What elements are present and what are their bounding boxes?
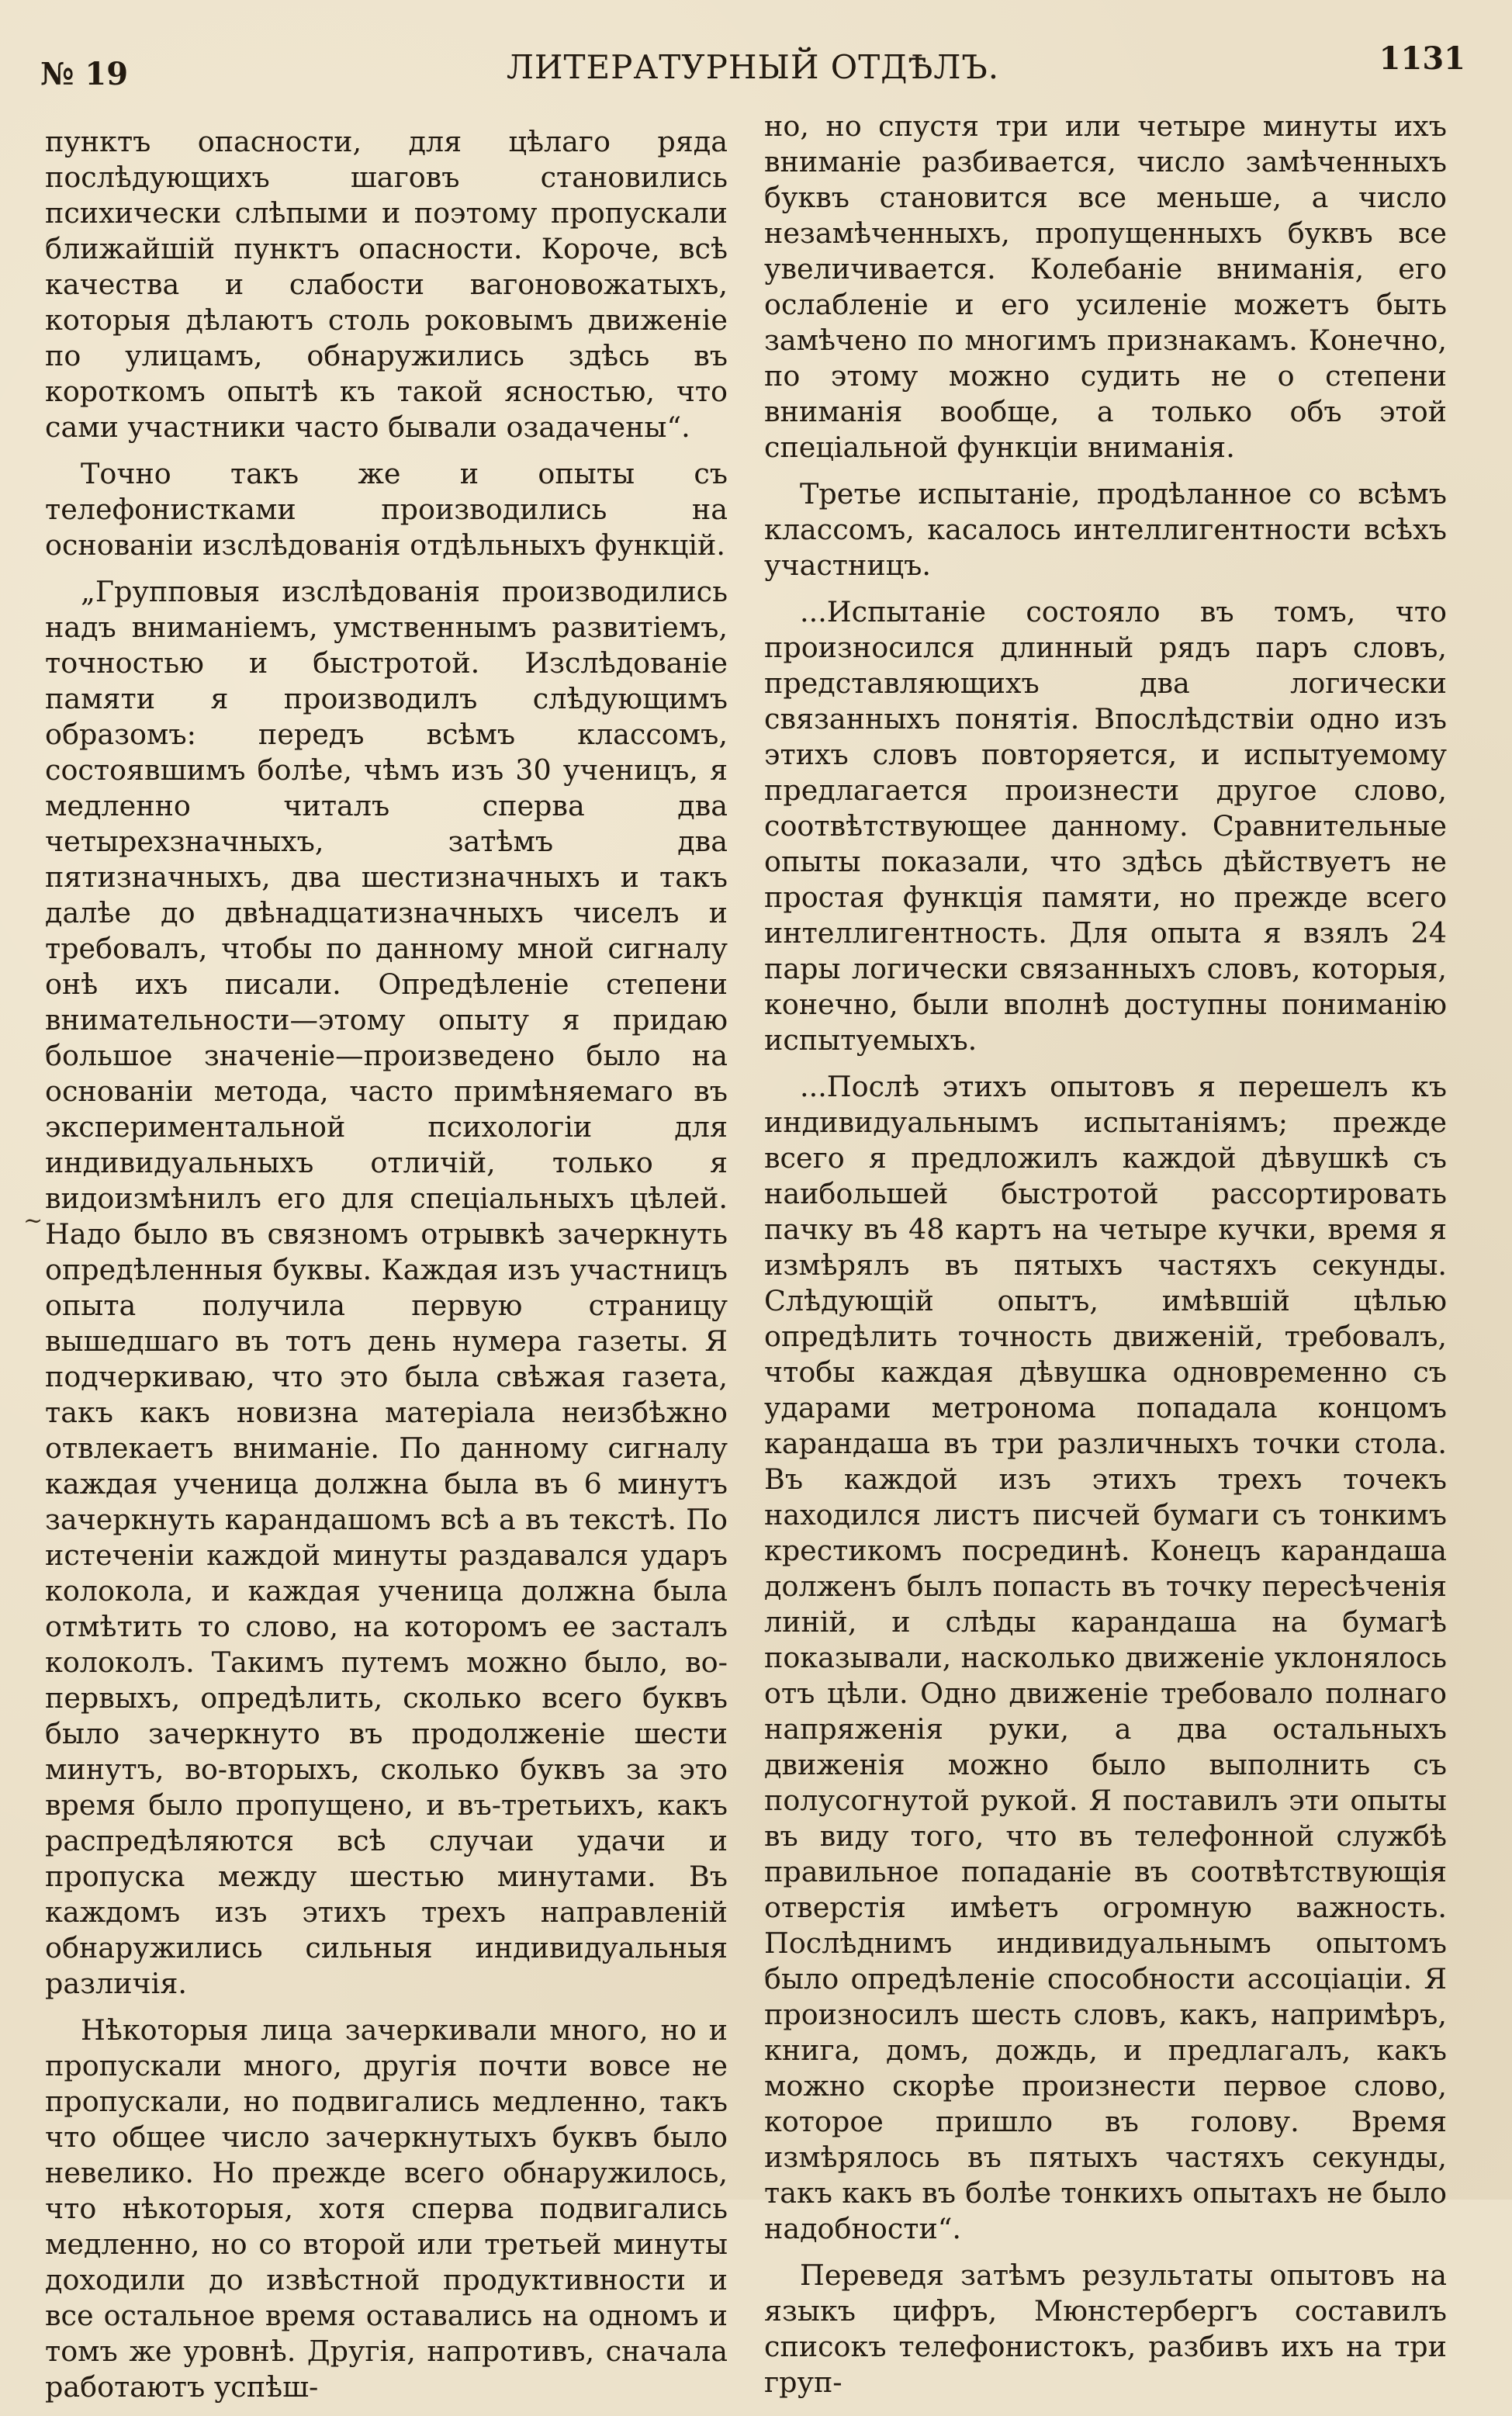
paragraph: ...Испытаніе состояло въ томъ, что произносился длинный рядъ паръ словъ, представляющихъ два логически связанныхъ понятія. Впослѣдствіи одно изъ этихъ словъ повторяется, и испытуемому предлагается произнести другое слово, соотвѣтствующее данному. Сравнительные опыты показали, что здѣсь дѣйствуетъ не простая функція памяти, но прежде всего интеллигентность. Для опыта я взялъ 24 пары логически связанныхъ словъ, которыя, конечно, были вполнѣ доступны пониманію испытуемыхъ. xyxy=(764,595,1447,1057)
margin-mark: ~ xyxy=(23,1207,43,1234)
paragraph: Нѣкоторыя лица зачеркивали много, но и пропускали много, другія почти вовсе не пропускали, но подвигались медленно, такъ что общее число зачеркнутыхъ буквъ было невелико. Но прежде всего обнаружилось, что нѣкоторыя, хотя сперва подвигались медленно, но со второй или третьей минуты доходили до извѣстной продуктивности и все остальное время оставались на одномъ и томъ же уровнѣ. Другія, напротивъ, сначала работаютъ успѣш- xyxy=(45,2013,728,2404)
right-column xyxy=(764,109,1447,2411)
paragraph: ...Послѣ этихъ опытовъ я перешелъ къ индивидуальнымъ испытаніямъ; прежде всего я предложилъ каждой дѣвушкѣ съ наибольшей быстротой рассортировать пачку въ 48 картъ на четыре кучки, время я измѣрялъ въ пятыхъ частяхъ секунды. Слѣдующій опытъ, имѣвшій цѣлью опредѣлить точность движеній, требовалъ, чтобы каждая дѣвушка одновременно съ ударами метронома попадала концомъ карандаша въ три различныхъ точки стола. Въ каждой изъ этихъ трехъ точекъ находился листъ писчей бумаги съ тонкимъ крестикомъ посрединѣ. Конецъ карандаша долженъ былъ попасть въ точку пересѣченія линій, и слѣды карандаша на бумагѣ показывали, насколько движеніе уклонялось отъ цѣли. Одно движеніе требовало полнаго напряженія руки, а два остальныхъ движенія можно было выполнить съ полусогнутой рукой. Я поставилъ эти опыты въ виду того, что въ телефонной службѣ правильное попаданіе въ соотвѣтствующія отверстія имѣетъ огромную важность. Послѣднимъ индивидуальнымъ опытомъ было опредѣленіе способности ассоціаціи. Я произносилъ шесть словъ, какъ, напримѣръ, книга, домъ, дождь, и предлагалъ, какъ можно скорѣе произнести первое слово, которое пришло въ голову. Время измѣрялось въ пятыхъ частяхъ секунды, такъ какъ въ болѣе тонкихъ опытахъ не было надобности“. xyxy=(764,1070,1447,2245)
paragraph: Переведя затѣмъ результаты опытовъ на языкъ цифръ, Мюнстербергъ составилъ списокъ телефонистокъ, разбивъ ихъ на три груп- xyxy=(764,2259,1447,2399)
page-header xyxy=(40,33,1465,102)
paragraph: но, но спустя три или четыре минуты ихъ вниманіе разбивается, число замѣченныхъ буквъ становится все меньше, а число незамѣченныхъ, пропущенныхъ буквъ все увеличивается. Колебаніе вниманія, его ослабленіе и его усиленіе можетъ быть замѣчено по многимъ признакамъ. Конечно, по этому можно судить не о степени вниманія вообще, а только объ этой спеціальной функціи вниманія. xyxy=(764,109,1447,464)
issue-number: № 19 xyxy=(40,56,129,92)
paragraph: Точно такъ же и опыты съ телефонистками производились на основаніи изслѣдованія отдѣльныхъ функцій. xyxy=(45,457,728,562)
section-title: ЛИТЕРАТУРНЫЙ ОТДѢЛЪ. xyxy=(506,48,1000,86)
paragraph: Третье испытаніе, продѣланное со всѣмъ классомъ, касалось интеллигентности всѣхъ участницъ. xyxy=(764,477,1447,582)
page-number: 1131 xyxy=(1379,40,1465,77)
paragraph: „Групповыя изслѣдованія производились надъ вниманіемъ, умственнымъ развитіемъ, точностью и быстротой. Изслѣдованіе памяти я производилъ слѣдующимъ образомъ: передъ всѣмъ классомъ, состоявшимъ болѣе, чѣмъ изъ 30 ученицъ, я медленно читалъ сперва два четырехзначныхъ, затѣмъ два пятизначныхъ, два шестизначныхъ и такъ далѣе до двѣнадцатизначныхъ чиселъ и требовалъ, чтобы по данному мной сигналу онѣ ихъ писали. Опредѣленіе степени внимательности—этому опыту я придаю большое значеніе—произведено было на основаніи метода, часто примѣняемаго въ экспериментальной психологіи для индивидуальныхъ отличій, только я видоизмѣнилъ его для спеціальныхъ цѣлей. Надо было въ связномъ отрывкѣ зачеркнуть опредѣленныя буквы. Каждая изъ участницъ опыта получила первую страницу вышедшаго въ тотъ день нумера газеты. Я подчеркиваю, что это была свѣжая газета, такъ какъ новизна матеріала неизбѣжно отвлекаетъ вниманіе. По данному сигналу каждая ученица должна была въ 6 минутъ зачеркнуть карандашомъ всѣ а въ текстѣ. По истеченіи каждой минуты раздавался ударъ колокола, и каждая ученица должна была отмѣтить то слово, на которомъ ее засталъ колоколъ. Такимъ путемъ можно было, во-первыхъ, опредѣлить, сколько всего буквъ было зачеркнуто въ продолженіе шести минутъ, во-вторыхъ, сколько буквъ за это время было пропущено, и въ-третьихъ, какъ распредѣляются всѣ случаи удачи и пропуска между шестью минутами. Въ каждомъ изъ этихъ трехъ направленій обнаружились сильныя индивидуальныя различія. xyxy=(45,575,728,2000)
left-column xyxy=(45,124,728,2416)
paragraph: пунктъ опасности, для цѣлаго ряда послѣдующихъ шаговъ становились психически слѣпыми и поэтому пропускали ближайшій пунктъ опасности. Короче, всѣ качества и слабости вагоновожатыхъ, которыя дѣлаютъ столь роковымъ движеніе по улицамъ, обнаружились здѣсь въ короткомъ опытѣ къ такой ясностью, что сами участники часто бывали озадачены“. xyxy=(45,125,728,444)
